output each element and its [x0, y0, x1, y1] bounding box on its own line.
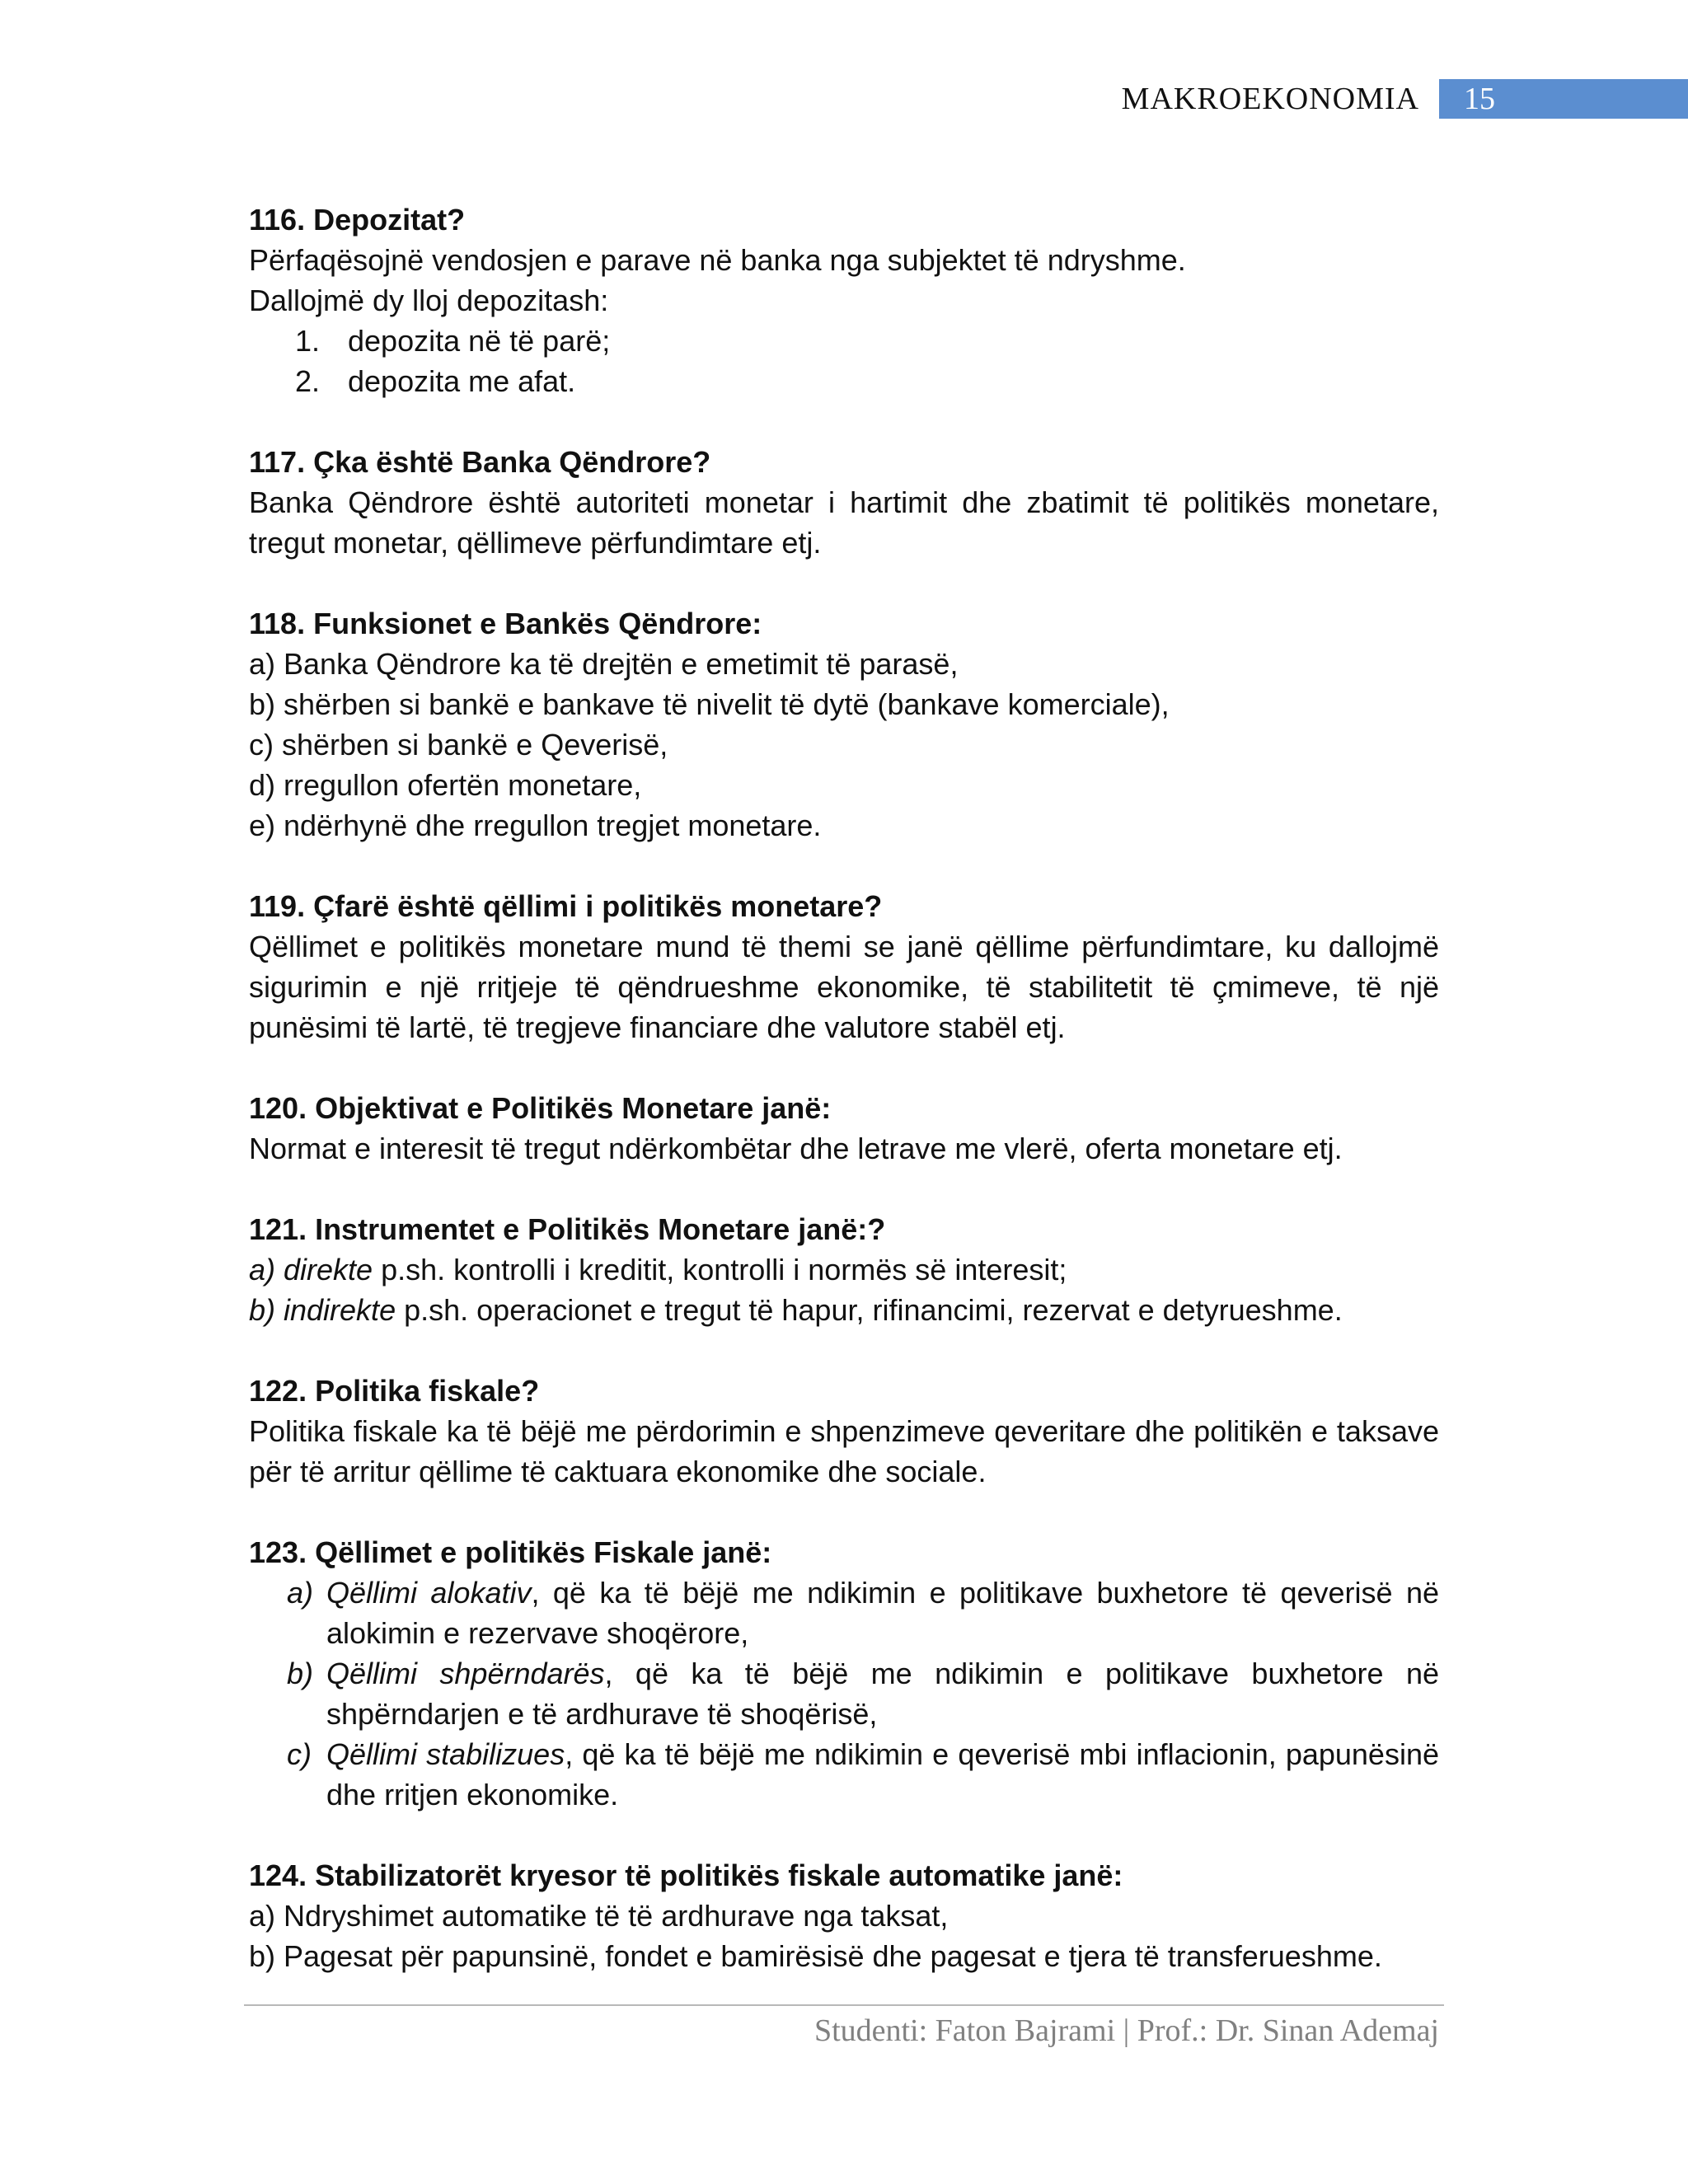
list-item	[249, 1734, 1439, 1815]
question-120: 120. Objektivat e Politikës Monetare janë:	[249, 1091, 832, 1125]
section-123	[249, 1532, 1439, 1815]
page-number-box	[1439, 79, 1688, 119]
section-124	[249, 1855, 1439, 1976]
page-header	[0, 79, 1688, 119]
deposit-types-list	[249, 321, 1439, 401]
page-content	[249, 199, 1439, 1976]
item-label: Qëllimi shpërndarës	[326, 1657, 605, 1690]
answer-120: Normat e interesit të tregut ndërkombëtar dhe letrave me vlerë, oferta monetare etj.	[249, 1132, 1343, 1165]
item-text: p.sh. operacionet e tregut të hapur, rifinancimi, rezervat e detyrueshme.	[396, 1293, 1343, 1327]
list-text: depozita në të parë;	[348, 324, 611, 358]
section-121	[249, 1209, 1439, 1330]
list-letter: c)	[287, 1737, 312, 1771]
list-item: b) shërben si bankë e bankave të nivelit të dytë (bankave komerciale),	[249, 687, 1170, 721]
section-120	[249, 1088, 1439, 1169]
list-letter: b)	[287, 1657, 314, 1690]
page-number: 15	[1464, 82, 1495, 116]
answer-122: Politika fiskale ka të bëjë me përdorimin e shpenzimeve qeveritare dhe politikën e taksave për të arritur qëllime të caktuara ekonomike dhe sociale.	[249, 1414, 1439, 1488]
question-118: 118. Funksionet e Bankës Qëndrore:	[249, 607, 762, 640]
list-item: a) Banka Qëndrore ka të drejtën e emetimit të parasë,	[249, 647, 959, 681]
paragraph-line: Dallojmë dy lloj depozitash:	[249, 284, 609, 317]
section-117	[249, 442, 1439, 563]
question-117: 117. Çka është Banka Qëndrore?	[249, 445, 711, 479]
list-item	[249, 1572, 1439, 1653]
list-letter: a)	[287, 1576, 314, 1610]
answer-117: Banka Qëndrore është autoriteti monetar i hartimit dhe zbatimit të politikës monetare, tregut monetar, qëllimeve përfundimtare etj.	[249, 485, 1439, 560]
paragraph-line: Përfaqësojnë vendosjen e parave në banka nga subjektet të ndryshme.	[249, 243, 1186, 277]
item-label: b) indirekte	[249, 1293, 396, 1327]
list-item	[249, 321, 1439, 361]
list-item	[249, 361, 1439, 401]
list-item	[249, 1653, 1439, 1734]
list-item: d) rregullon ofertën monetare,	[249, 768, 642, 802]
list-item	[249, 1290, 1439, 1330]
section-116	[249, 199, 1439, 401]
fiscal-goals-list	[249, 1572, 1439, 1815]
list-item: a) Ndryshimet automatike të të ardhurave nga taksat,	[249, 1899, 949, 1933]
footer-divider	[244, 2004, 1444, 2006]
section-118	[249, 603, 1439, 846]
item-label: Qëllimi alokativ	[326, 1576, 532, 1610]
question-119: 119. Çfarë është qëllimi i politikës monetare?	[249, 889, 883, 923]
list-item: b) Pagesat për papunsinë, fondet e bamirësisë dhe pagesat e tjera të transferueshme.	[249, 1939, 1382, 1973]
list-number: 1.	[295, 324, 321, 358]
question-121: 121. Instrumentet e Politikës Monetare janë:?	[249, 1212, 886, 1246]
list-item: e) ndërhynë dhe rregullon tregjet monetare.	[249, 808, 822, 842]
question-122: 122. Politika fiskale?	[249, 1374, 540, 1408]
question-116: 116. Depozitat?	[249, 203, 466, 237]
section-119	[249, 886, 1439, 1047]
list-number: 2.	[295, 364, 321, 398]
item-text: , që ka të bëjë me ndikimin e politikave buxhetore të qeverisë në alokimin e rezervave shoqërore,	[326, 1576, 1439, 1650]
question-124: 124. Stabilizatorët kryesor të politikës fiskale automatike janë:	[249, 1858, 1123, 1892]
footer-text: Studenti: Faton Bajrami | Prof.: Dr. Sinan Ademaj	[814, 2013, 1439, 2048]
header-title: MAKROEKONOMIA	[1121, 82, 1419, 116]
item-label: Qëllimi stabilizues	[326, 1737, 565, 1771]
item-label: a) direkte	[249, 1253, 373, 1286]
answer-119: Qëllimet e politikës monetare mund të themi se janë qëllime përfundimtare, ku dallojmë sigurimin e një rritjeje të qëndrueshme ekonomike, të stabilitetit të çmimeve, të një punësimi të lartë, të tregjeve financiare dhe valutore stabël etj.	[249, 930, 1439, 1044]
section-122	[249, 1371, 1439, 1492]
list-item: c) shërben si bankë e Qeverisë,	[249, 728, 668, 762]
item-text: , që ka të bëjë me ndikimin e politikave buxhetore në shpërndarjen e të ardhurave të shoqërisë,	[326, 1657, 1439, 1731]
list-text: depozita me afat.	[348, 364, 576, 398]
item-text: , që ka të bëjë me ndikimin e qeverisë mbi inflacionin, papunësinë dhe rritjen ekonomike.	[326, 1737, 1439, 1811]
list-item	[249, 1249, 1439, 1290]
item-text: p.sh. kontrolli i kreditit, kontrolli i normës së interesit;	[373, 1253, 1067, 1286]
question-123: 123. Qëllimet e politikës Fiskale janë:	[249, 1535, 772, 1569]
